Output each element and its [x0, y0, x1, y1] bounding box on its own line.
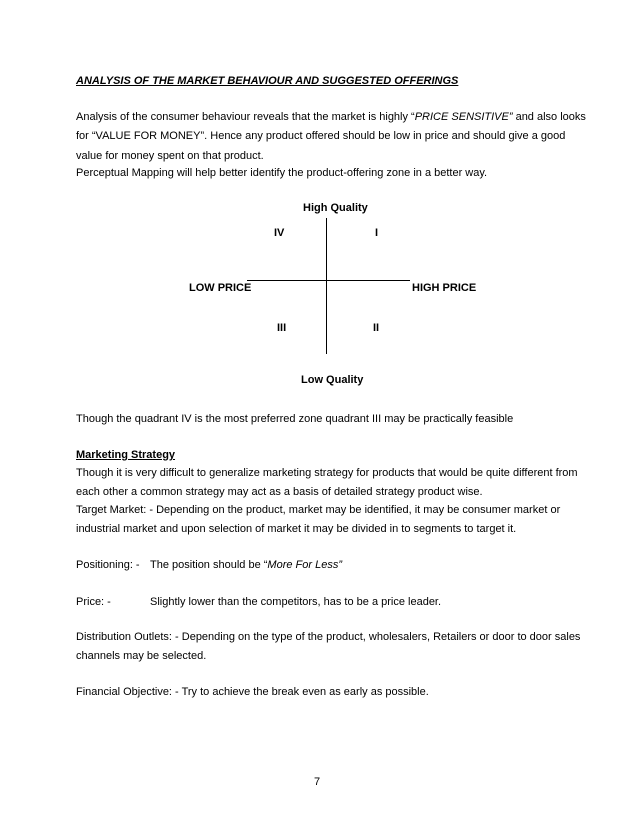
intro-line-1	[76, 111, 586, 123]
strategy-line-2: each other a common strategy may act as a basis of detailed strategy product wise.	[76, 486, 483, 498]
quadrant-iv-label: IV	[274, 227, 285, 239]
strategy-line-1: Though it is very difficult to generalize marketing strategy for products that would be quite different from	[76, 467, 578, 479]
intro-line-3: value for money spent on that product.	[76, 150, 264, 162]
distribution-line-1: Distribution Outlets: - Depending on the type of the product, wholesalers, Retailers or door to door sales	[76, 631, 581, 643]
positioning-label: Positioning: -	[76, 559, 140, 571]
map-right-label: HIGH PRICE	[412, 282, 477, 294]
map-vertical-axis	[326, 218, 327, 354]
intro-line-1-end: and also looks	[512, 111, 586, 123]
quadrant-iii-label: III	[277, 322, 287, 334]
distribution-line-2: channels may be selected.	[76, 650, 207, 662]
price-text: Slightly lower than the competitors, has to be a price leader.	[150, 596, 442, 608]
intro-line-4: Perceptual Mapping will help better identify the product-offering zone in a better way.	[76, 167, 488, 179]
positioning-quote: More For Less”	[267, 559, 342, 571]
intro-line-1-start: Analysis of the consumer behaviour reveals that the market is highly “	[76, 111, 415, 123]
quadrant-ii-label: II	[373, 322, 380, 334]
price-label: Price: -	[76, 596, 111, 608]
map-horizontal-axis	[247, 280, 410, 281]
section-heading: ANALYSIS OF THE MARKET BEHAVIOUR AND SUGGESTED OFFERINGS	[76, 75, 459, 87]
price-sensitive-text: PRICE SENSITIVE”	[414, 111, 513, 123]
map-bottom-label: Low Quality	[301, 374, 364, 386]
page-number: 7	[314, 776, 321, 788]
target-market-line-1: Target Market: - Depending on the product, market may be identified, it may be consumer market or	[76, 504, 561, 516]
financial-objective: Financial Objective: - Try to achieve the break even as early as possible.	[76, 686, 429, 698]
quadrant-note: Though the quadrant IV is the most preferred zone quadrant III may be practically feasible	[76, 413, 514, 425]
quadrant-i-label: I	[375, 227, 379, 239]
intro-line-2: for “VALUE FOR MONEY”. Hence any product offered should be low in price and should give a good	[76, 130, 566, 142]
map-left-label: LOW PRICE	[189, 282, 252, 294]
positioning-text-start: The position should be “	[150, 559, 268, 571]
map-top-label: High Quality	[303, 202, 368, 214]
marketing-strategy-heading: Marketing Strategy	[76, 449, 176, 461]
positioning-text	[150, 559, 342, 571]
target-market-line-2: industrial market and upon selection of market it may be divided in to segments to target it.	[76, 523, 517, 535]
